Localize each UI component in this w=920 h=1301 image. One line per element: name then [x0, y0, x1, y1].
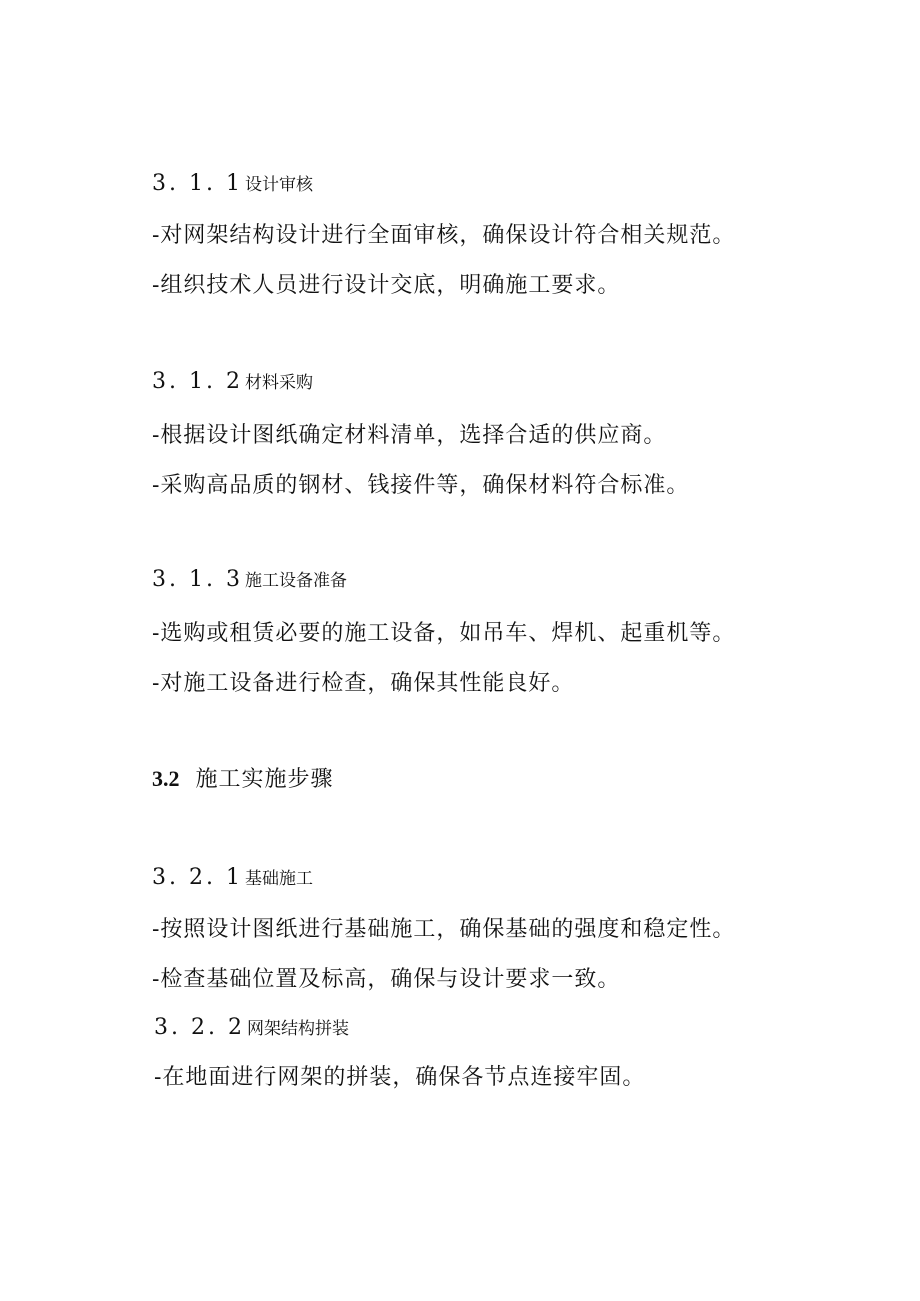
heading-number: 3. 2. 2: [154, 1015, 245, 1040]
body-line: -根据设计图纸确定材料清单，选择合适的供应商。: [152, 423, 667, 448]
body-line: -按照设计图纸进行基础施工，确保基础的强度和稳定性。: [152, 917, 736, 942]
body-line: -对网架结构设计进行全面审核，确保设计符合相关规范。: [152, 223, 736, 248]
body-line: -在地面进行网架的拼装，确保各节点连接牢固。: [154, 1065, 646, 1090]
subsection-heading-3-1-2: [152, 368, 313, 394]
subsection-heading-3-1-3: [152, 566, 347, 592]
subsection-heading-3-2-2: [154, 1014, 349, 1040]
subsection-heading-3-2-1: [152, 864, 313, 890]
body-line: -检查基础位置及标高，确保与设计要求一致。: [152, 967, 621, 992]
body-line: -对施工设备进行检查，确保其性能良好。: [152, 671, 575, 696]
heading-number: 3. 1. 2: [152, 369, 243, 394]
heading-title: 网架结构拼装: [246, 1019, 349, 1039]
subsection-heading-3-1-1: [152, 170, 313, 196]
heading-number: 3. 2. 1: [152, 865, 243, 890]
heading-number: 3. 1. 3: [152, 567, 243, 592]
heading-title: 材料采购: [244, 373, 313, 393]
body-line: -选购或租赁必要的施工设备，如吊车、焊机、起重机等。: [152, 621, 736, 646]
heading-title: 施工实施步骤: [195, 767, 334, 792]
heading-title: 施工设备准备: [244, 571, 347, 591]
section-heading-3-2: [152, 762, 334, 793]
body-line: -组织技术人员进行设计交底，明确施工要求。: [152, 273, 621, 298]
body-line: -采购高品质的钢材、钱接件等，确保材料符合标准。: [152, 473, 690, 498]
heading-number: 3. 1. 1: [152, 171, 243, 196]
heading-title: 基础施工: [244, 869, 313, 889]
heading-number: 3.2: [152, 766, 180, 791]
heading-title: 设计审核: [244, 175, 313, 195]
